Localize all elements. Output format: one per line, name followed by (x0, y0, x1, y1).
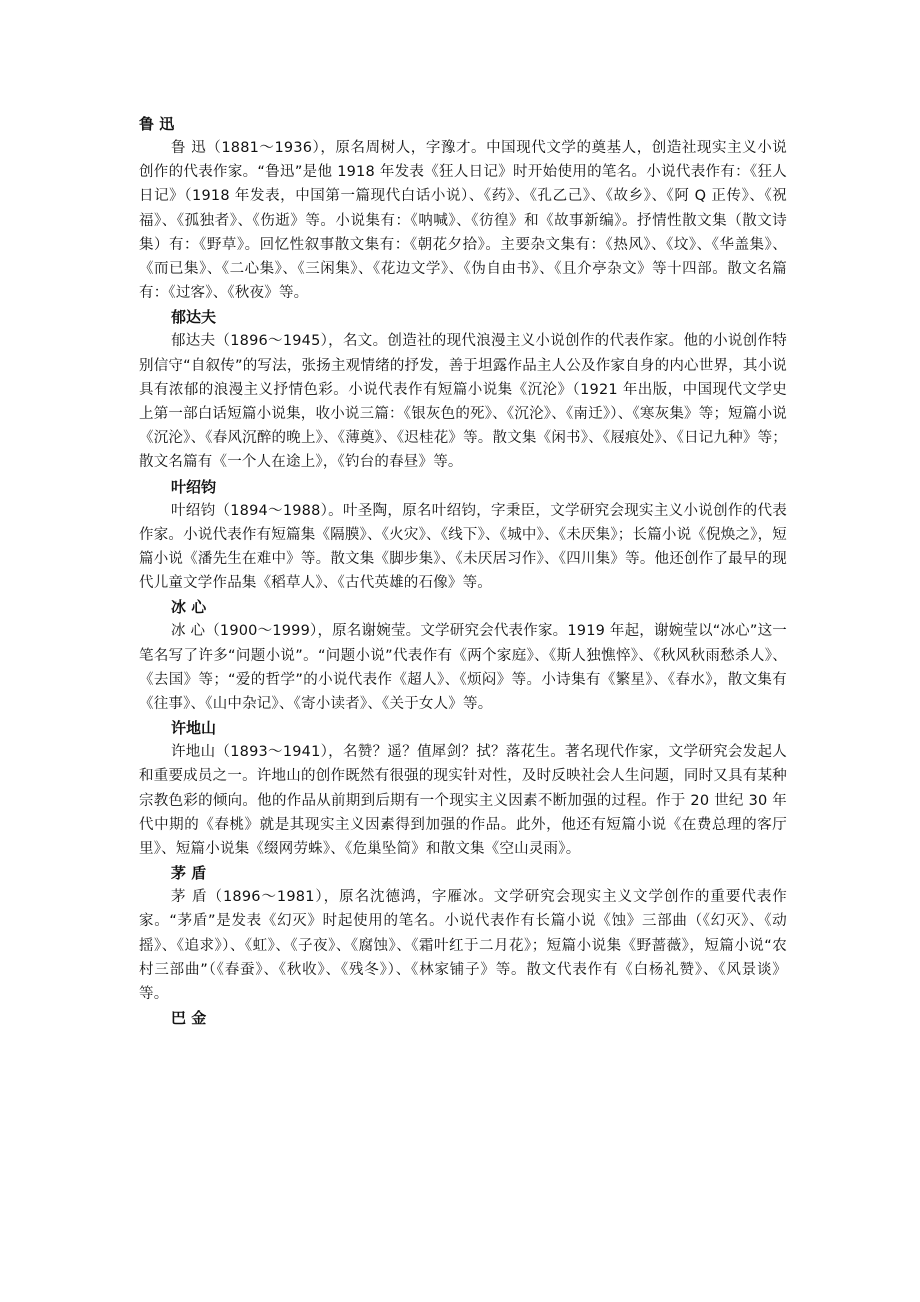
author-heading: 鲁 迅 (139, 115, 175, 133)
author-section-bajin (139, 1006, 787, 1030)
author-paragraph: 叶绍钧（1894～1988）。叶圣陶，原名叶绍钧，字秉臣，文学研究会现实主义小说创作的代表作家。小说代表作有短篇集《隔膜》、《火灾》、《线下》、《城中》、《未厌集》；长篇小说《倪焕之》，短篇小说《潘先生在难中》等。散文集《脚步集》、《未厌居习作》、《四川集》等。他还创作了最早的现代儿童文学作品集《稻草人》、《古代英雄的石像》等。 (139, 502, 787, 592)
author-heading: 巴 金 (171, 1009, 207, 1028)
author-heading: 郁达夫 (171, 308, 217, 327)
author-section-yudafu (139, 305, 787, 474)
author-section-yeshaojun (139, 475, 787, 596)
author-heading: 许地山 (171, 719, 217, 738)
author-section-bingxin (139, 595, 787, 716)
author-paragraph: 冰 心（1900～1999），原名谢婉莹。文学研究会代表作家。1919 年起，谢婉莹以“冰心”这一笔名写了许多“问题小说”。“问题小说”代表作有《两个家庭》、《斯人独憔悴》、《秋风秋雨愁杀人》、《去国》等；“爱的哲学”的小说代表作《超人》、《烦闷》等。小诗集有《繁星》、《春水》，散文集有《往事》、《山中杂记》、《寄小读者》、《关于女人》等。 (139, 623, 787, 713)
author-heading: 叶绍钧 (171, 477, 217, 496)
author-heading: 冰 心 (171, 598, 207, 617)
author-paragraph: 许地山（1893～1941），名赞？遥？值犀剑？拭？落花生。著名现代作家，文学研究会发起人和重要成员之一。许地山的创作既然有很强的现实针对性，及时反映社会人生问题，同时又具有某种宗教色彩的倾向。他的作品从前期到后期有一个现实主义因素不断加强的过程。作于 20 世纪 30 年代中期的《春桃》就是其现实主义因素得到加强的作品。此外，他还有短篇小说《在费总理的客厅里》、短篇小说集《缀网劳蛛》、《危巢坠简》和散文集《空山灵雨》。 (139, 744, 787, 858)
author-section-luxun (139, 112, 787, 305)
author-paragraph: 郁达夫（1896～1945），名文。创造社的现代浪漫主义小说创作的代表作家。他的小说创作特别信守“自叙传”的写法，张扬主观情绪的抒发，善于坦露作品主人公及作家自身的内心世界，其小说具有浓郁的浪漫主义抒情色彩。小说代表作有短篇小说集《沉沦》（1921 年出版，中国现代文学史上第一部白话短篇小说集，收小说三篇：《银灰色的死》、《沉沦》、《南迁》）、《寒灰集》等；短篇小说《沉沦》、《春风沉醉的晚上》、《薄奠》、《迟桂花》等。散文集《闲书》、《屐痕处》、《日记九种》等；散文名篇有《一个人在途上》，《钓台的春昼》等。 (139, 333, 787, 471)
author-paragraph: 茅 盾（1896～1981），原名沈德鸿，字雁冰。文学研究会现实主义文学创作的重要代表作家。“茅盾”是发表《幻灭》时起使用的笔名。小说代表作有长篇小说《蚀》三部曲（《幻灭》、《动摇》、《追求》）、《虹》、《子夜》、《腐蚀》、《霜叶红于二月花》；短篇小说集《野蔷薇》，短篇小说“农村三部曲”（《春蚕》、《秋收》、《残冬》）、《林家铺子》等。散文代表作有《白杨礼赞》、《风景谈》等。 (139, 889, 787, 1003)
author-section-maodun (139, 861, 787, 1006)
author-section-xudishan (139, 716, 787, 861)
document-body (139, 112, 787, 1030)
author-paragraph: 鲁 迅（1881～1936），原名周树人，字豫才。中国现代文学的奠基人，创造社现实主义小说创作的代表作家。“鲁迅”是他 1918 年发表《狂人日记》时开始使用的笔名。小说代表作有：《狂人日记》（1918 年发表，中国第一篇现代白话小说）、《药》、《孔乙己》、《故乡》、《阿 Q 正传》、《祝福》、《孤独者》、《伤逝》等。小说集有：《呐喊》、《彷徨》和《故事新编》。抒情性散文集（散文诗集）有：《野草》。回忆性叙事散文集有：《朝花夕拾》。主要杂文集有：《热风》、《坟》、《华盖集》、《而已集》、《二心集》、《三闲集》、《花边文学》、《伪自由书》、《且介亭杂文》等十四部。散文名篇有：《过客》、《秋夜》等。 (139, 140, 787, 302)
author-heading: 茅 盾 (171, 864, 207, 883)
